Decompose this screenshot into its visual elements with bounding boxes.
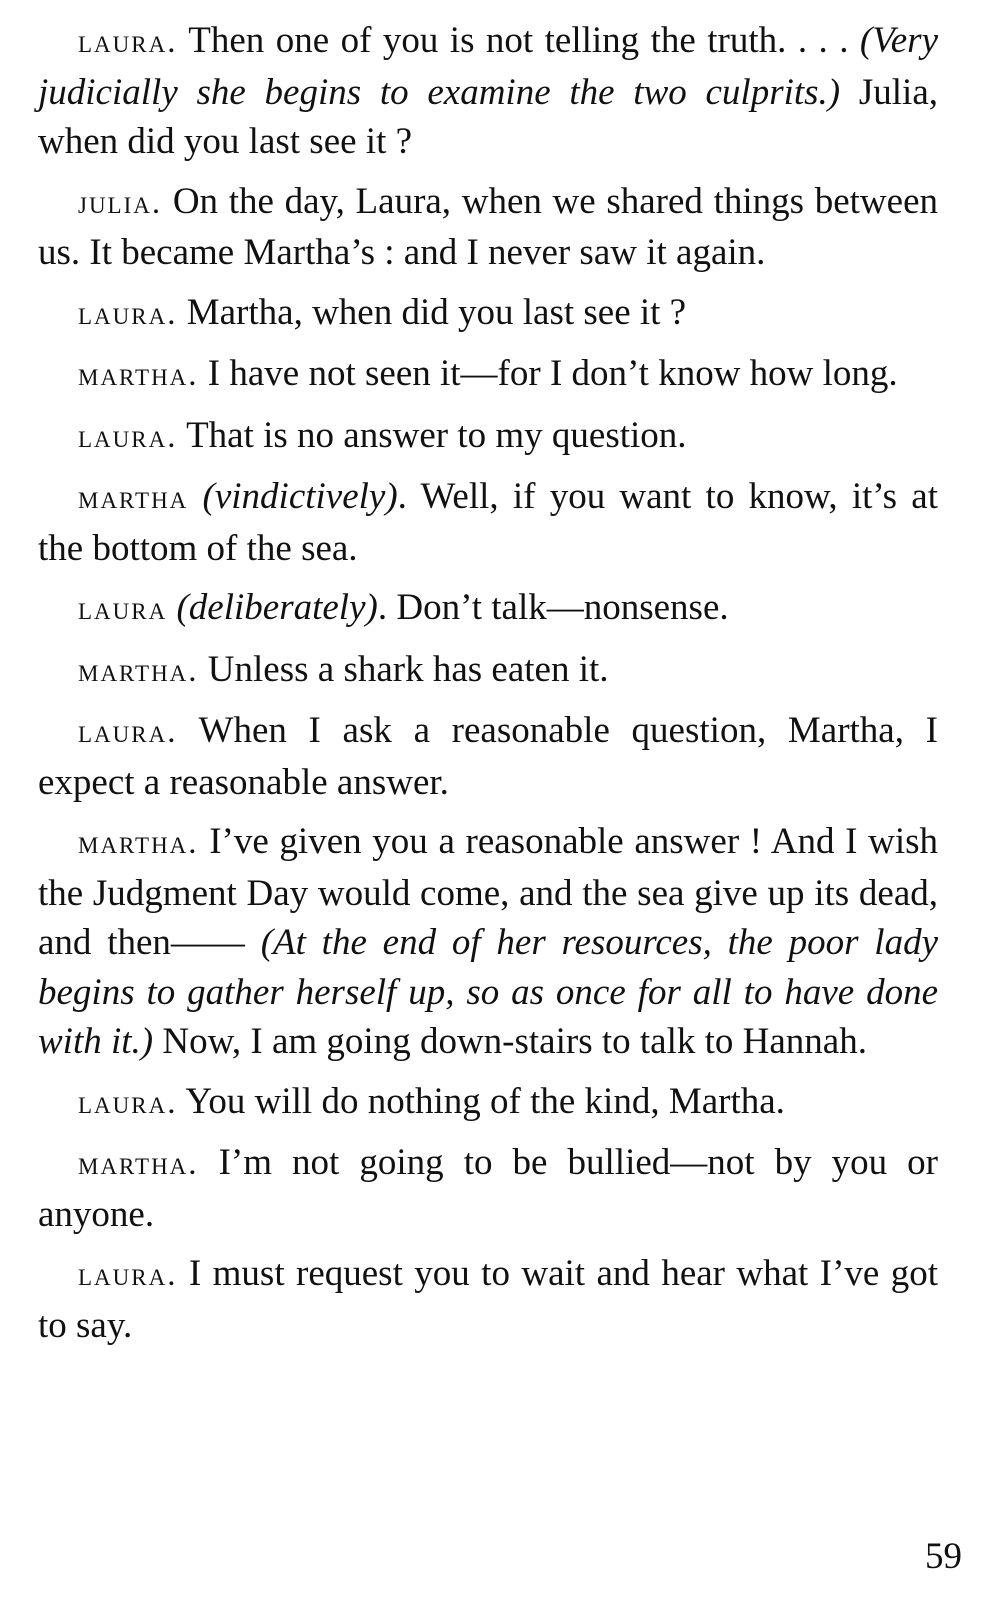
stage-direction: (Very judicially she begins to examine the two culprits.) <box>38 20 938 113</box>
speaker-name: julia. <box>78 184 163 221</box>
stage-direction: (deliberately) <box>176 587 378 628</box>
speech <box>38 1138 938 1239</box>
dialogue-text: When I ask a reasonable question, Martha, I expect a reasonable answer. <box>38 710 938 803</box>
dialogue-text: Unless a shark has eaten it. <box>207 648 609 690</box>
speaker-name: martha. <box>78 1146 199 1182</box>
dialogue-text: That is no answer to my question. <box>186 414 687 456</box>
dialogue-text: I have not seen it—for I don’t know how long. <box>207 353 898 394</box>
dialogue-text: Julia, when did you last see it ? <box>38 71 938 162</box>
speaker-name: martha. <box>78 357 199 393</box>
play-dialogue <box>38 16 938 1360</box>
dialogue-text: On the day, Laura, when we shared things between us. It became Martha’s : and I never saw it again. <box>38 180 939 273</box>
speaker-name: martha <box>78 480 189 516</box>
speech <box>38 288 938 340</box>
speech <box>38 1077 938 1129</box>
dialogue-text: Martha, when did you last see it ? <box>186 291 687 333</box>
speaker-name: laura. <box>78 1257 178 1293</box>
dialogue-text: . Well, if you want to know, it’s at the bottom of the sea. <box>38 476 938 569</box>
speaker-name: laura. <box>78 418 178 455</box>
speech <box>38 645 938 697</box>
stage-direction: (vindictively) <box>202 476 398 517</box>
speaker-name: laura. <box>78 1084 178 1121</box>
speaker-name: laura. <box>78 24 178 60</box>
speech <box>38 817 938 1067</box>
stage-direction: (At the end of her resources, the poor lady begins to gather herself up, so as once for all to have done with it.) <box>38 922 938 1062</box>
speaker-name: martha. <box>78 652 199 689</box>
speaker-name: laura. <box>78 714 178 750</box>
page-number: 59 <box>925 1536 962 1577</box>
speech <box>38 583 938 635</box>
speaker-name: laura <box>78 591 168 627</box>
dialogue-text: You will do nothing of the kind, Martha. <box>185 1080 785 1122</box>
dialogue-text: Then one of you is not telling the truth. . . . <box>188 20 860 61</box>
speaker-name: laura. <box>78 295 178 332</box>
dialogue-text: I’ve given you a reasonable answer ! And I wish the Judgment Day would come, and the sea give up its dead, and then—— <box>38 821 938 963</box>
speech <box>38 411 938 463</box>
dialogue-text: Now, I am going down-stairs to talk to Hannah. <box>153 1021 867 1062</box>
speech <box>38 706 938 807</box>
dialogue-text: . Don’t talk—nonsense. <box>377 587 729 628</box>
speech <box>38 1249 938 1350</box>
speech <box>38 349 938 401</box>
dialogue-text: I must request you to wait and hear what I’ve got to say. <box>38 1253 939 1346</box>
speech <box>38 472 938 573</box>
speaker-name: martha. <box>78 825 199 861</box>
speech <box>38 177 938 278</box>
dialogue-text: I’m not going to be bullied—not by you or anyone. <box>38 1142 939 1235</box>
speech <box>38 16 938 167</box>
